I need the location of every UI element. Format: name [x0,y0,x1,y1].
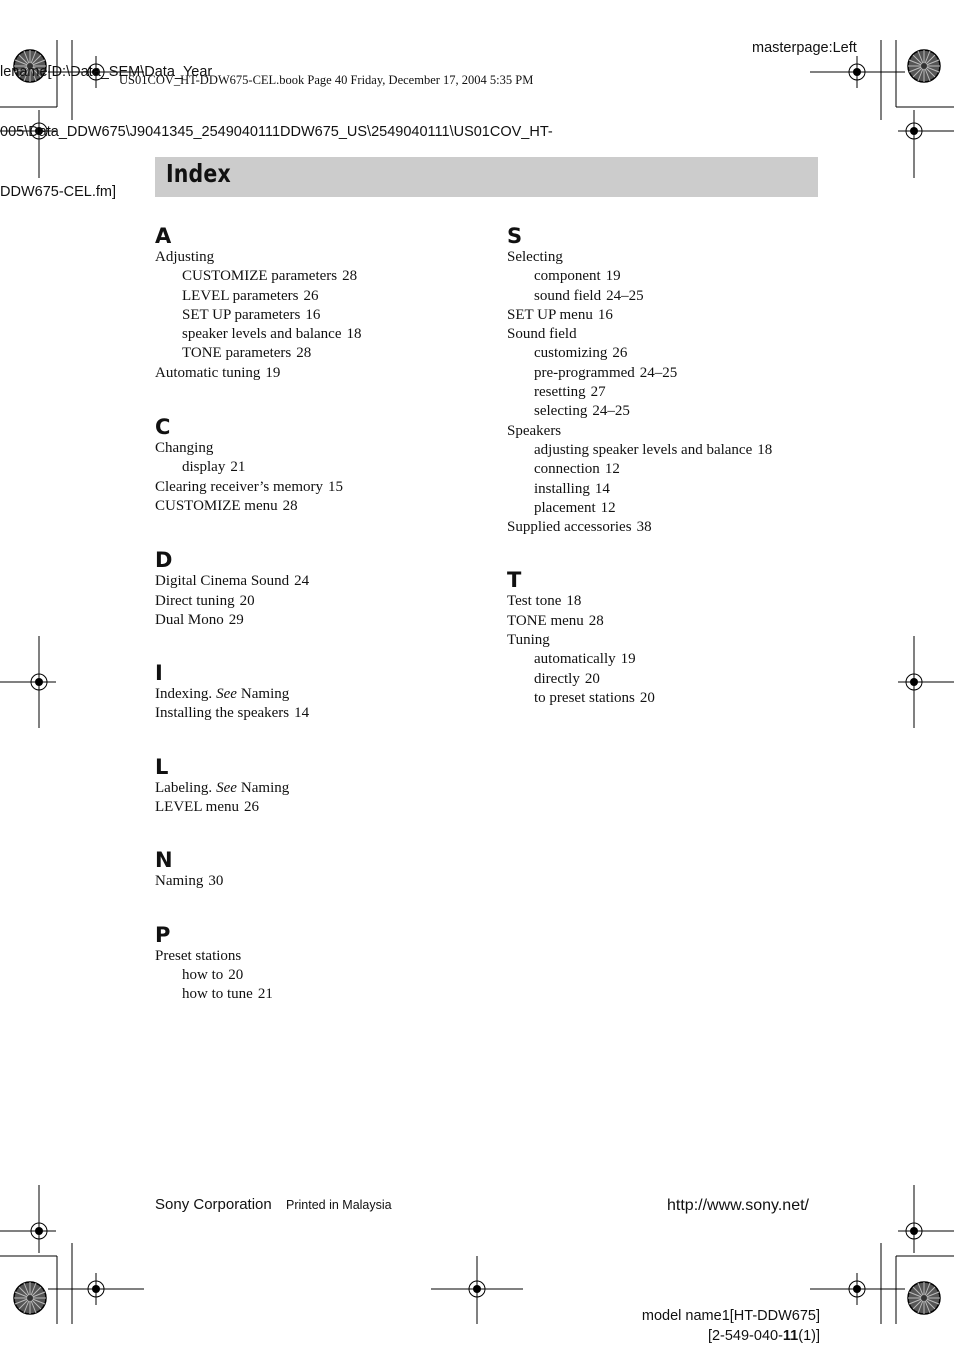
printed-in: Printed in Malaysia [286,1198,392,1212]
index-subentry [155,966,485,985]
index-entry [507,325,827,344]
page-number: 28 [296,345,312,362]
index-entry [507,422,827,441]
entry-text: TONE menu [507,612,584,629]
page-number: 19 [265,364,281,381]
entry-text: Preset stations [155,947,242,964]
index-entry [507,306,827,325]
crop-mark-bottom-left [0,1185,144,1324]
filename-line: 005\Data_DDW675\J9041345_2549040111DDW675_US\2549040111\US01COV_HT- [0,124,553,140]
entry-text: automatically [534,651,616,668]
model-info [630,1306,820,1346]
entry-text: Digital Cinema Sound [155,573,290,590]
index-section-t [507,568,827,708]
page-number: 26 [612,345,628,362]
index-subentry [507,650,827,669]
book-info-line: US01COV_HT-DDW675-CEL.book Page 40 Friday, December 17, 2004 5:35 PM [119,73,534,87]
page-number: 28 [342,268,358,285]
entry-text: Supplied accessories [507,519,632,536]
index-subentry [155,458,485,477]
see-target: Naming [240,779,290,796]
index-section-s [507,224,827,537]
index-entry [507,631,827,650]
entry-text: adjusting speaker levels and balance [534,441,753,458]
index-subentry [155,325,485,344]
entry-text: pre-programmed [534,364,635,381]
page-number: 26 [303,287,319,304]
crop-mark-top-right [810,40,954,178]
see-target: Naming [240,686,290,703]
entry-text: Changing [155,440,214,457]
page-number: 12 [600,499,616,516]
index-entry [155,685,485,704]
page-number: 38 [636,519,652,536]
index-section-n [155,848,485,891]
index-subentry [507,383,827,402]
section-letter: I [155,661,163,686]
entry-text: to preset stations [534,689,635,706]
page-number: 21 [257,986,273,1003]
entry-text: component [534,268,601,285]
entry-text: SET UP parameters [182,306,301,323]
entry-text: Installing the speakers [155,705,290,722]
entry-text: Sound field [507,326,577,343]
entry-text: LEVEL menu [155,799,240,816]
company-name: Sony Corporation [155,1196,272,1213]
index-section-i [155,661,485,724]
index-entry [155,704,485,723]
see-reference: See [216,686,237,703]
entry-text: Selecting [507,249,563,265]
index-subentry [507,267,827,286]
index-entry [155,439,485,458]
index-right-column [507,224,827,708]
index-left-column [155,224,485,1005]
index-subentry [155,287,485,306]
page-number: 18 [757,441,773,458]
index-entry [155,779,485,798]
page-number: 15 [328,478,343,495]
entry-text: connection [534,461,600,478]
crop-mark-middle-left [0,636,56,728]
page-number: 27 [590,384,606,401]
entry-text: how to [182,966,224,983]
index-subentry [507,689,827,708]
index-subentry [507,460,827,479]
masterpage-label: masterpage:Left [752,40,857,56]
page-number: 16 [597,306,613,323]
section-letter: A [155,224,172,248]
section-letter: S [507,224,523,248]
entry-text: Dual Mono [155,611,224,628]
index-subentry [155,344,485,363]
page-number: 24–25 [606,287,644,304]
page-number: 20 [228,966,244,983]
sony-url-link[interactable]: http://www.sony.net/ [667,1197,809,1214]
page-number: 16 [305,306,321,323]
index-entry [507,248,827,267]
entry-text: TONE parameters [182,345,292,362]
model-name: model name1[HT-DDW675] [641,1308,820,1324]
section-letter: D [155,548,173,573]
index-section-l [155,755,485,818]
filename-line: lename[D:\Data_SEM\Data_Year [0,64,213,80]
entry-text: CUSTOMIZE menu [155,497,278,514]
index-subentry [155,306,485,325]
page-number: 26 [244,799,260,816]
index-entry [155,572,485,591]
index-entry [155,798,485,817]
page-number: 28 [282,497,298,514]
index-section-d [155,548,485,630]
index-entry [507,518,827,537]
entry-text: Adjusting [155,249,215,265]
entry-text: Direct tuning [155,592,235,609]
index-entry [155,592,485,611]
entry-text: display [182,459,226,476]
index-subentry [507,344,827,363]
entry-text: directly [534,670,580,687]
page-number: 19 [620,651,636,668]
index-entry [507,612,827,631]
page-number: 24–25 [592,403,630,420]
entry-text: how to tune [182,986,253,1003]
index-subentry [507,441,827,460]
crop-mark-middle-right [898,636,954,728]
index-subentry [155,267,485,286]
page-number: 29 [228,611,244,628]
index-entry [155,872,485,891]
page-number: 30 [208,873,224,890]
index-subentry [507,499,827,518]
entry-text: placement [534,499,596,516]
entry-text: SET UP menu [507,306,593,323]
entry-text: Naming [155,873,204,890]
entry-text: speaker levels and balance [182,326,342,343]
index-section-c [155,415,485,516]
entry-text: Clearing receiver’s memory [155,478,323,495]
page-number: 14 [594,480,610,497]
index-entry [155,611,485,630]
entry-text: LEVEL parameters [182,287,299,304]
index-subentry [507,480,827,499]
entry-text: customizing [534,345,608,362]
entry-text: installing [534,480,590,497]
entry-text: CUSTOMIZE parameters [182,268,338,285]
page-number: 21 [230,459,246,476]
crop-mark-bottom-right [810,1185,954,1324]
page-number: 18 [566,593,582,610]
index-section-a [155,224,485,383]
section-letter: P [155,922,171,947]
index-entry [155,478,485,497]
index-entry [155,364,485,383]
section-letter: T [507,568,522,593]
index-entry [155,947,485,966]
section-letter: L [155,754,169,779]
entry-text: Tuning [507,632,550,649]
index-subentry [507,402,827,421]
entry-text: Test tone [507,593,562,610]
index-subentry [155,985,485,1004]
filename-line: DDW675-CEL.fm] [0,184,117,200]
page-number: 19 [605,268,621,285]
page-title: Index [166,159,231,188]
entry-text: selecting [534,403,588,420]
index-subentry [507,670,827,689]
section-letter: N [155,848,173,873]
crop-mark-bottom-center [431,1256,523,1324]
entry-text: Indexing. [155,686,213,703]
page-number: 12 [604,461,620,478]
page-number: 24 [294,573,310,590]
part-number: [2-549-040-11(1)] [707,1328,820,1344]
index-subentry [507,287,827,306]
page-number: 14 [294,705,310,722]
page-number: 20 [639,689,655,706]
entry-text: resetting [534,384,586,401]
title-bar [155,157,818,197]
page-number: 20 [584,670,600,687]
index-entry [507,592,827,611]
entry-text: Automatic tuning [155,364,261,381]
index-subentry [507,364,827,383]
entry-text: Labeling. [155,779,213,796]
index-section-p [155,923,485,1005]
section-letter: C [155,415,171,440]
see-reference: See [216,779,237,796]
entry-text: sound field [534,287,602,304]
page-number: 20 [239,592,255,609]
index-entry [155,497,485,516]
page-number: 24–25 [639,364,678,381]
index-entry [155,248,485,267]
page-number: 28 [588,612,604,629]
page-number: 18 [346,326,362,343]
entry-text: Speakers [507,422,562,439]
